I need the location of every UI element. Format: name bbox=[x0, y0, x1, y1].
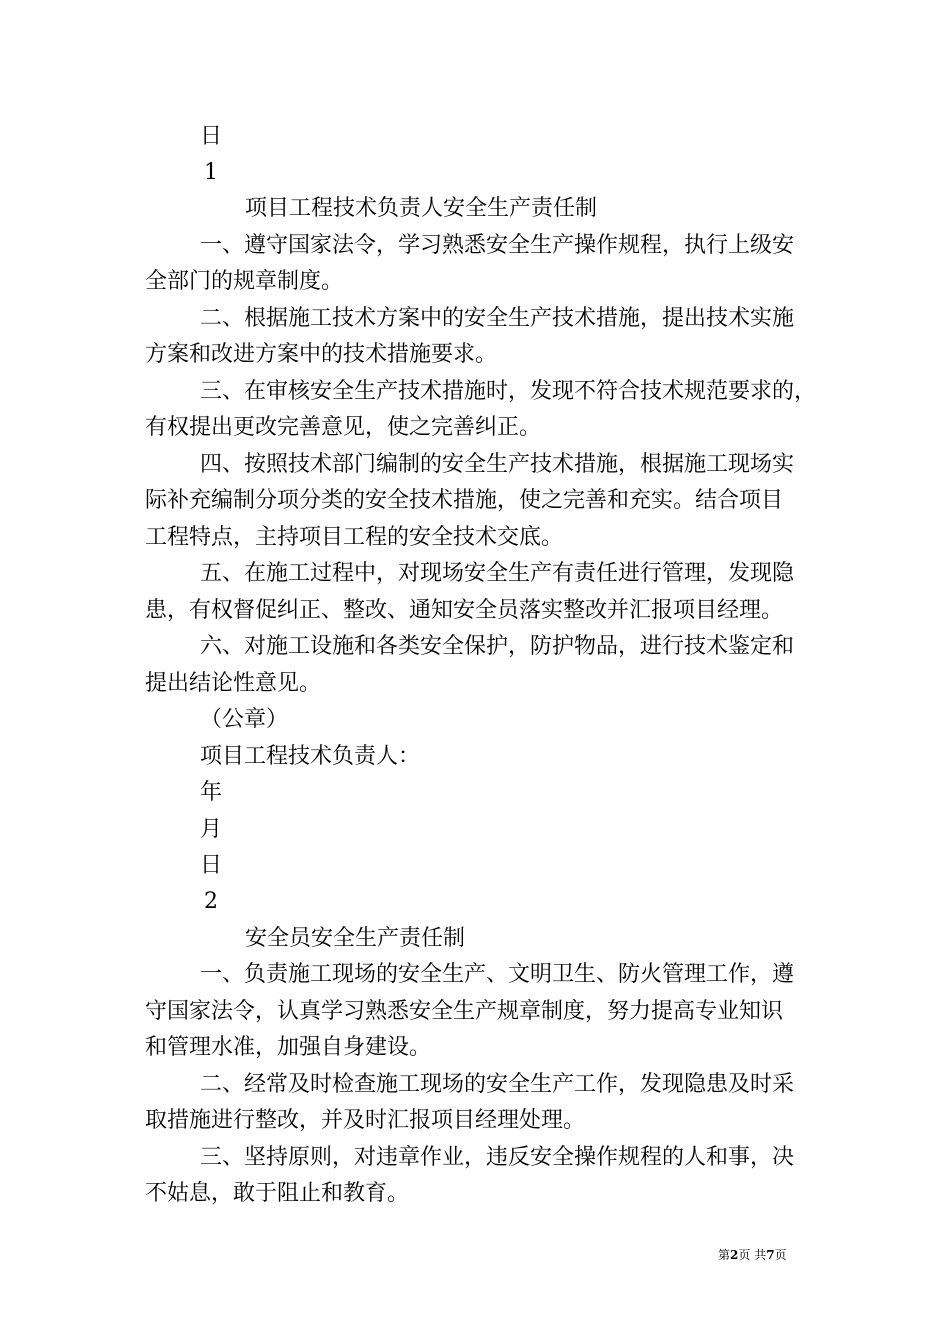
footer-middle: 页 共 bbox=[738, 1248, 767, 1262]
paragraph-line: 一、遵守国家法令，学习熟悉安全生产操作规程，执行上级安 bbox=[200, 233, 795, 258]
footer-prefix: 第 bbox=[718, 1248, 731, 1262]
footer-suffix: 页 bbox=[774, 1248, 787, 1262]
paragraph-line: 二、经常及时检查施工现场的安全生产工作，发现隐患及时采 bbox=[200, 1072, 795, 1097]
paragraph-line: 不姑息，敢于阻止和教育。 bbox=[145, 1181, 410, 1206]
footer-page-number: 2 bbox=[730, 1248, 739, 1262]
section-number-2: 2 bbox=[204, 889, 218, 914]
paragraph-line: 五、在施工过程中，对现场安全生产有责任进行管理，发现隐 bbox=[200, 561, 795, 586]
paragraph-line: 四、按照技术部门编制的安全生产技术措施，根据施工现场实 bbox=[200, 452, 795, 477]
paragraph-line: 际补充编制分项分类的安全技术措施，使之完善和充实。结合项目 bbox=[145, 488, 784, 513]
paragraph-line: 六、对施工设施和各类安全保护，防护物品，进行技术鉴定和 bbox=[200, 634, 795, 659]
paragraph-line: 三、坚持原则，对违章作业，违反安全操作规程的人和事，决 bbox=[200, 1145, 795, 1170]
section-title-1: 项目工程技术负责人安全生产责任制 bbox=[245, 196, 598, 221]
paragraph-line: 和管理水准，加强自身建设。 bbox=[145, 1035, 432, 1060]
footer-total-pages: 7 bbox=[766, 1248, 775, 1262]
date-year: 年 bbox=[200, 780, 223, 805]
page-footer bbox=[718, 1246, 787, 1264]
paragraph-line: 三、在审核安全生产技术措施时，发现不符合技术规范要求的， bbox=[200, 379, 817, 404]
seal-label: （公章） bbox=[200, 707, 289, 732]
paragraph-line: 一、负责施工现场的安全生产、文明卫生、防火管理工作，遵 bbox=[200, 962, 795, 987]
paragraph-line: 工程特点，主持项目工程的安全技术交底。 bbox=[145, 525, 564, 550]
paragraph-line: 取措施进行整改，并及时汇报项目经理处理。 bbox=[145, 1108, 586, 1133]
date-day-2: 日 bbox=[200, 853, 223, 878]
paragraph-line: 患，有权督促纠正、整改、通知安全员落实整改并汇报项目经理。 bbox=[145, 598, 784, 623]
section-title-2: 安全员安全生产责任制 bbox=[245, 926, 466, 951]
paragraph-line: 全部门的规章制度。 bbox=[145, 269, 344, 294]
paragraph-line: 守国家法令，认真学习熟悉安全生产规章制度，努力提高专业知识 bbox=[145, 999, 784, 1024]
paragraph-line: 有权提出更改完善意见，使之完善纠正。 bbox=[145, 415, 542, 440]
paragraph-line: 二、根据施工技术方案中的安全生产技术措施，提出技术实施 bbox=[200, 306, 795, 331]
section-number-1: 1 bbox=[204, 160, 218, 185]
signatory-label: 项目工程技术负责人： bbox=[200, 744, 421, 769]
date-day-1: 日 bbox=[200, 124, 223, 149]
paragraph-line: 提出结论性意见。 bbox=[145, 671, 322, 696]
date-month: 月 bbox=[200, 817, 223, 842]
paragraph-line: 方案和改进方案中的技术措施要求。 bbox=[145, 342, 498, 367]
